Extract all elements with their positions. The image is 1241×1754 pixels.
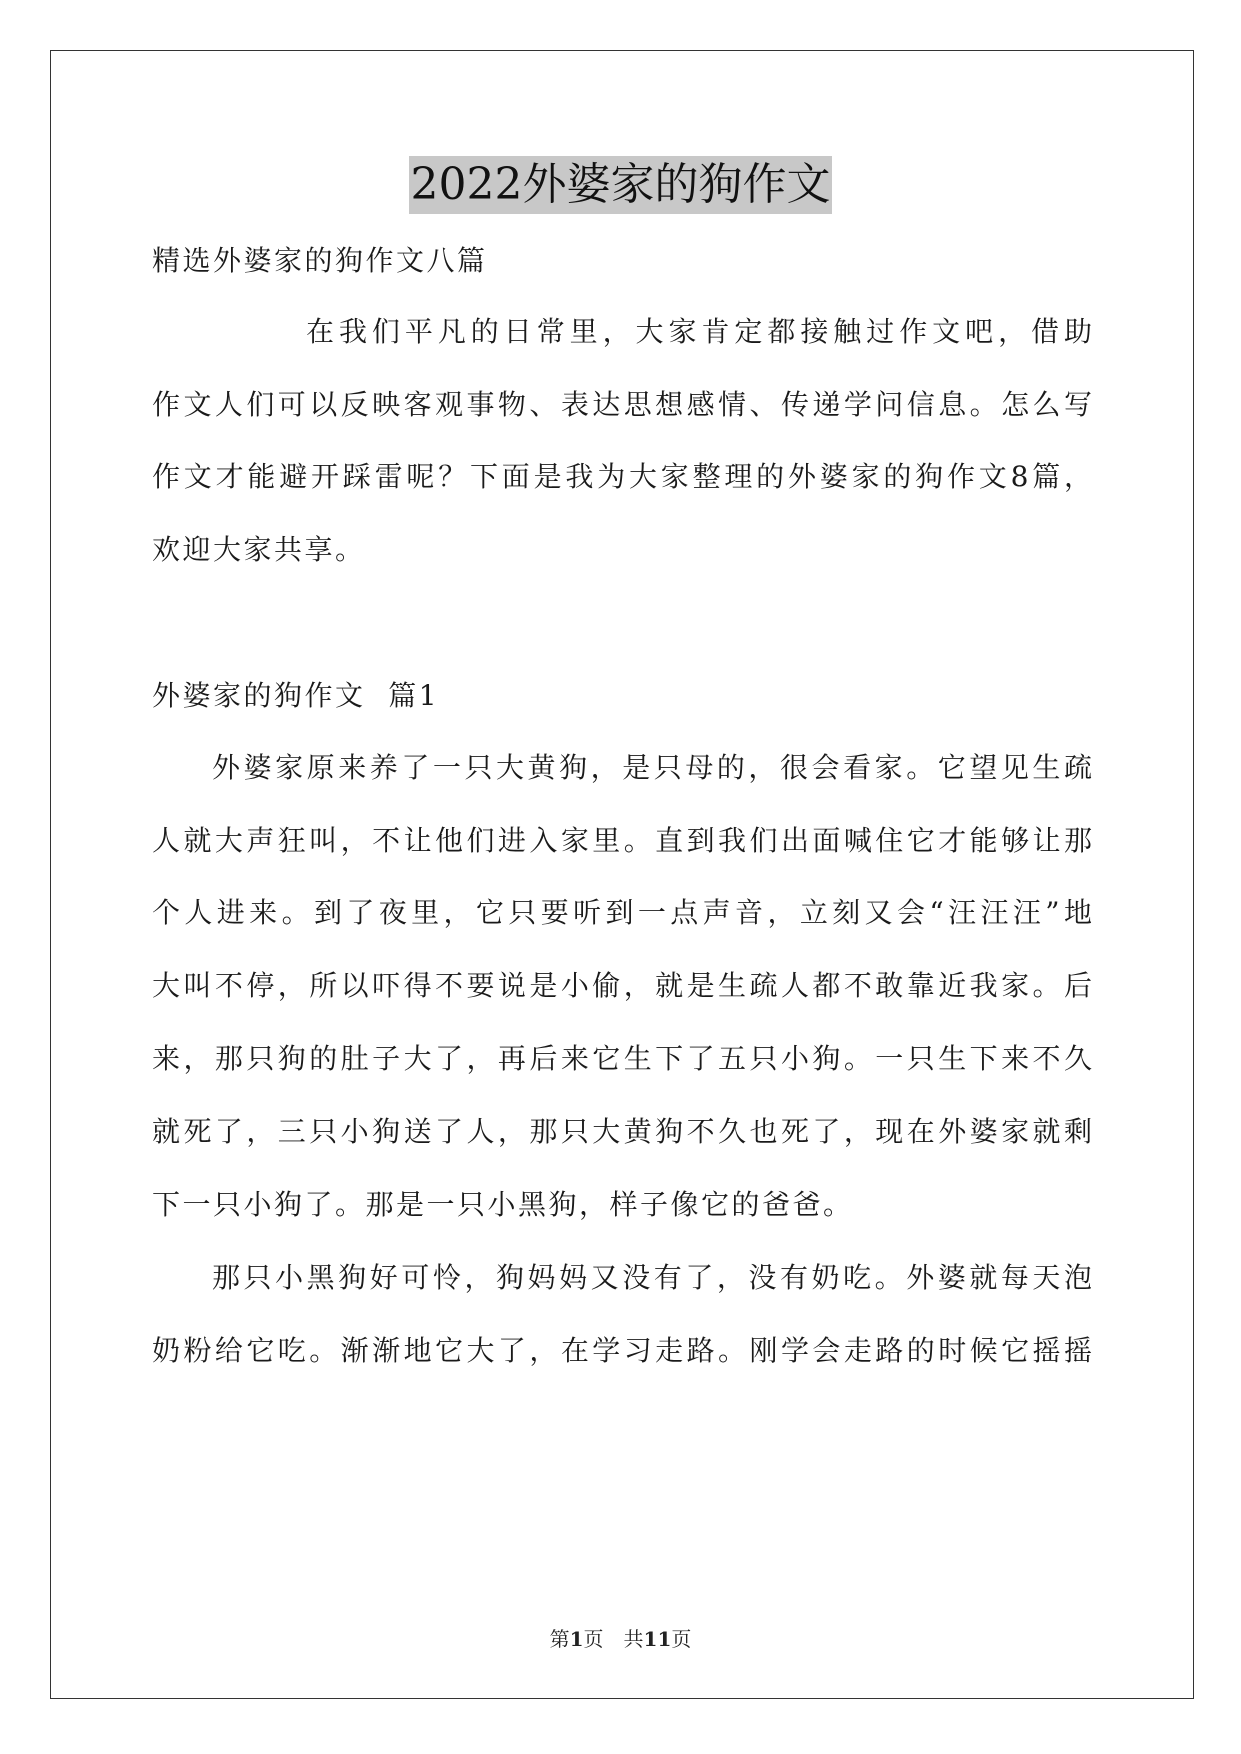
title-container: [0, 156, 1241, 214]
intro-line-1: 在我们平凡的日常里，大家肯定都接触过作文吧，借助: [306, 315, 1092, 348]
section-heading: 外婆家的狗作文 篇1: [152, 679, 440, 712]
paragraph1-line-1: 外婆家原来养了一只大黄狗，是只母的，很会看家。它望见生疏: [212, 751, 1092, 784]
intro-line-4: 欢迎大家共享。: [152, 533, 366, 566]
footer-suffix: 页: [671, 1627, 692, 1651]
paragraph1-line-3: 个人进来。到了夜里，它只要听到一点声音，立刻又会“汪汪汪”地: [152, 896, 1092, 929]
intro-line-2: 作文人们可以反映客观事物、表达思想感情、传递学问信息。怎么写: [152, 388, 1092, 421]
page-border: [50, 50, 1194, 1699]
footer-current-page: 1: [569, 1627, 584, 1651]
footer-prefix: 第: [549, 1627, 570, 1651]
paragraph1-line-6: 就死了，三只小狗送了人，那只大黄狗不久也死了，现在外婆家就剩: [152, 1115, 1092, 1148]
document-subtitle: 精选外婆家的狗作文八篇: [152, 244, 488, 277]
paragraph1-line-5: 来，那只狗的肚子大了，再后来它生下了五只小狗。一只生下来不久: [152, 1042, 1092, 1075]
paragraph2-line-2: 奶粉给它吃。渐渐地它大了，在学习走路。刚学会走路的时候它摇摇: [152, 1334, 1092, 1367]
paragraph1-line-4: 大叫不停，所以吓得不要说是小偷，就是生疏人都不敢靠近我家。后: [152, 969, 1092, 1002]
intro-line-3: 作文才能避开踩雷呢？下面是我为大家整理的外婆家的狗作文8篇，: [152, 460, 1092, 493]
document-title: 2022外婆家的狗作文: [409, 156, 833, 214]
paragraph2-line-1: 那只小黑狗好可怜，狗妈妈又没有了，没有奶吃。外婆就每天泡: [212, 1261, 1092, 1294]
footer-total-pages: 11: [643, 1627, 672, 1651]
page-footer: [0, 1625, 1241, 1653]
footer-middle: 页 共: [583, 1627, 644, 1651]
paragraph1-line-7: 下一只小狗了。那是一只小黑狗，样子像它的爸爸。: [152, 1188, 854, 1221]
paragraph1-line-2: 人就大声狂叫，不让他们进入家里。直到我们出面喊住它才能够让那: [152, 824, 1092, 857]
